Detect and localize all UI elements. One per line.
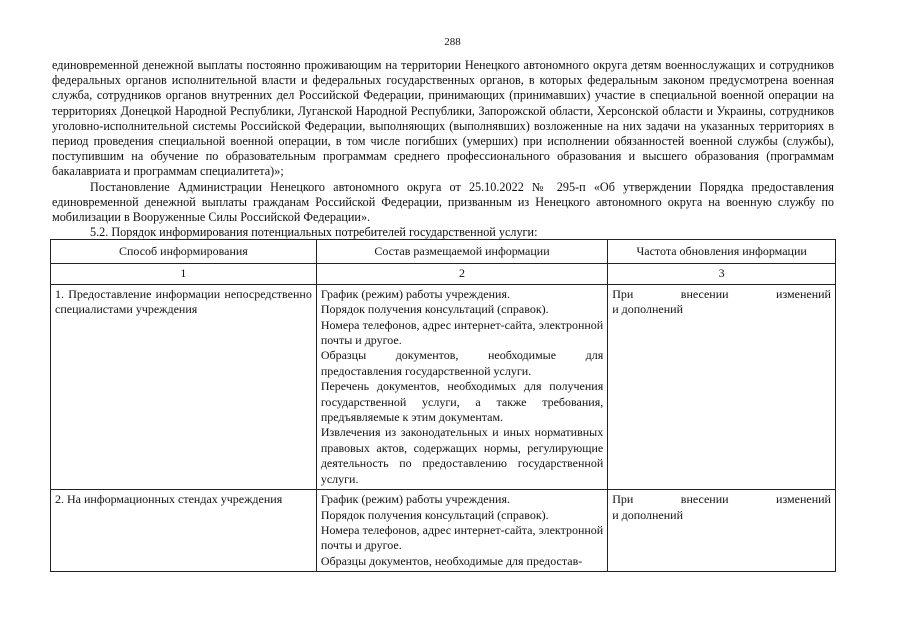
info-item: Образцы документов, необходимые для предостав- [320, 553, 583, 568]
frequency-tail: и дополнений [612, 302, 684, 317]
frequency-word: изменений [776, 492, 831, 507]
column-number: 3 [608, 264, 836, 284]
column-number: 1 [51, 264, 317, 284]
frequency-line [612, 287, 831, 302]
info-item: Перечень документов, необходимых для получения государственной услуги, а также требования, предъявляемые к этим документам. [320, 379, 604, 425]
body-text [52, 58, 834, 240]
method-cell: 1. Предоставление информации непосредственно специалистами учреждения [51, 284, 317, 489]
frequency-line [612, 492, 831, 507]
section-heading: 5.2. Порядок информирования потенциальных потребителей государственной услуги: [90, 225, 538, 240]
column-number: 2 [316, 264, 607, 284]
frequency-word: При [612, 286, 634, 301]
frequency-cell [608, 490, 836, 572]
table-header-row [51, 240, 836, 264]
frequency-word: При [612, 492, 634, 507]
method-cell: 2. На информационных стендах учреждения [51, 490, 317, 572]
frequency-word: изменений [776, 286, 831, 301]
header-frequency: Частота обновления информации [608, 240, 836, 264]
page-number: 288 [444, 36, 461, 48]
info-item: График (режим) работы учреждения. [320, 286, 510, 301]
info-item: График (режим) работы учреждения. [320, 492, 510, 507]
info-item: Порядок получения консультаций (справок). [320, 507, 549, 522]
info-item: Образцы документов, необходимые для предоставления государственной услуги. [320, 348, 604, 378]
info-item: Порядок получения консультаций (справок). [320, 302, 549, 317]
informing-table [50, 239, 836, 572]
info-cell [316, 284, 607, 489]
table-row [51, 490, 836, 572]
info-item: Номера телефонов, адрес интернет-сайта, электронной почты и другое. [320, 317, 604, 348]
header-method: Способ информирования [51, 240, 317, 264]
paragraph-continuation: единовременной денежной выплаты постоянно проживающим на территории Ненецкого автономного округа детям военнослужащих и сотрудников федеральных органов исполнительной власти и федеральных государственных органов, в которых федеральным законом предусмотрена военная служба, сотрудников органов внутренних дел Российской Федерации, принимающих (принимавших) участие в специальной военной операции на территориях Донецкой Народной Республики, Луганской Народной Республики, Запорожской области, Херсонской области и Украины, сотрудников уголовно-исполнительной системы Российской Федерации, выполняющих (выполнявших) возложенные на них задачи на указанных территориях в период проведения специальной военной операции, в том числе погибших (умерших) при исполнении обязанностей военной службы (службы), поступившим на обучение по образовательным программам среднего профессионального образования и высшего образования (программам бакалавриата и программам специалитета)»; [52, 58, 834, 179]
paragraph-resolution: Постановление Администрации Ненецкого автономного округа от 25.10.2022 № 295-п «Об утверждении Порядка предоставления единовременной денежной выплаты гражданам Российской Федерации, призванным из Ненецкого автономного округа на военную службу по мобилизации в Вооруженные Силы Российской Федерации». [52, 179, 834, 225]
frequency-word: внесении [680, 492, 729, 507]
frequency-word: внесении [680, 286, 729, 301]
table-number-row [51, 264, 836, 284]
frequency-cell [608, 284, 836, 489]
table-row [51, 284, 836, 489]
info-cell [316, 490, 607, 572]
frequency-tail: и дополнений [612, 507, 684, 522]
header-info: Состав размещаемой информации [316, 240, 607, 264]
info-item: Номера телефонов, адрес интернет-сайта, электронной почты и другое. [320, 522, 604, 553]
info-item: Извлечения из законодательных и иных нормативных правовых актов, содержащих нормы, регулирующие деятельность по предоставлению государственной услуги. [320, 425, 604, 486]
